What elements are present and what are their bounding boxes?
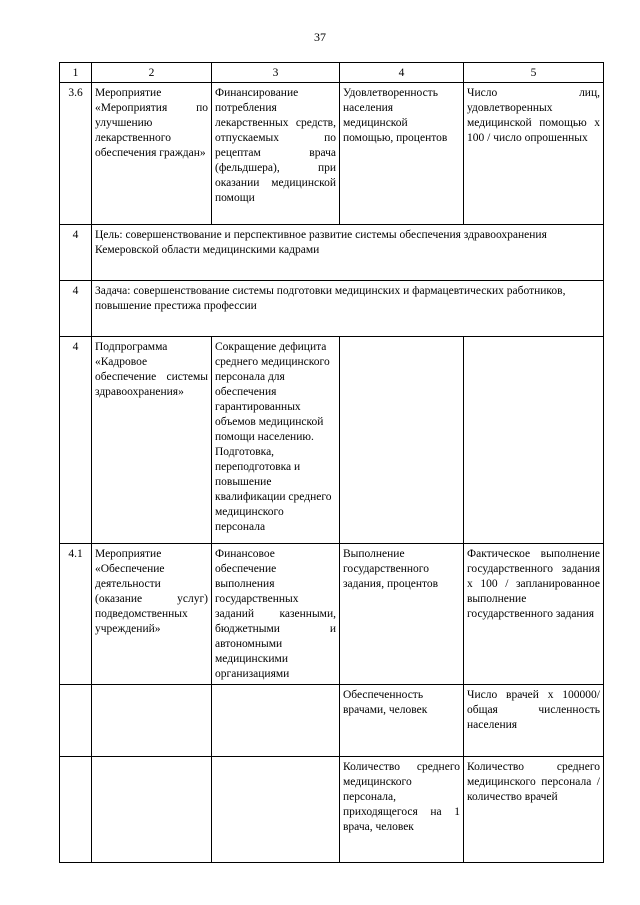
header-row [60, 63, 604, 83]
header-col-4: 4 [340, 63, 464, 83]
continued-cell [60, 757, 92, 863]
table-row-subprogram [60, 337, 604, 544]
measure-cell: Мероприятие «Мероприятия по улучшению лекарственного обеспечения граждан» [92, 83, 212, 225]
table-row-4-1-sub [60, 685, 604, 757]
row-number: 4.1 [60, 544, 92, 685]
continued-cell [92, 685, 212, 757]
header-col-2: 2 [92, 63, 212, 83]
row-number: 3.6 [60, 83, 92, 225]
continued-cell [212, 757, 340, 863]
formula-cell [464, 337, 604, 544]
formula-cell: Фактическое выполнение государственного задания х 100 / запланированное выполнение государственного задания [464, 544, 604, 685]
table-row-4-1-sub [60, 757, 604, 863]
indicator-cell: Выполнение государственного задания, процентов [340, 544, 464, 685]
content-cell: Финансирование потребления лекарственных средств, отпускаемых по рецептам врача (фельдшера), при оказании медицинской помощи [212, 83, 340, 225]
measure-cell: Мероприятие «Обеспечение деятельности (оказание услуг) подведомственных учреждений» [92, 544, 212, 685]
header-col-3: 3 [212, 63, 340, 83]
content-cell: Сокращение дефицита среднего медицинского персонала для обеспечения гарантированных объемов медицинской помощи населению. Подготовка, переподготовка и повышение квалификации среднего медицинского персонала [212, 337, 340, 544]
indicator-cell: Удовлетворенность населения медицинской помощью, процентов [340, 83, 464, 225]
formula-cell: Число врачей х 100000/ общая численность населения [464, 685, 604, 757]
table-row-3-6 [60, 83, 604, 225]
content-cell: Финансовое обеспечение выполнения государственных заданий казенными, бюджетными и автономными медицинскими организациями [212, 544, 340, 685]
continued-cell [212, 685, 340, 757]
row-number: 4 [60, 225, 92, 281]
indicator-cell [340, 337, 464, 544]
table-row-4-1 [60, 544, 604, 685]
measure-cell: Подпрограмма «Кадровое обеспечение системы здравоохранения» [92, 337, 212, 544]
goal-text: Цель: совершенствование и перспективное развитие системы обеспечения здравоохранения Кемеровской области медицинскими кадрами [92, 225, 604, 281]
continued-cell [60, 685, 92, 757]
continued-cell [92, 757, 212, 863]
formula-cell: Число лиц, удовлетворенных медицинской помощью х 100 / число опрошенных [464, 83, 604, 225]
formula-cell: Количество среднего медицинского персонала / количество врачей [464, 757, 604, 863]
table-row-goal [60, 225, 604, 281]
page-number: 37 [314, 30, 326, 44]
indicators-table [59, 62, 604, 863]
row-number: 4 [60, 281, 92, 337]
row-number: 4 [60, 337, 92, 544]
table-row-task [60, 281, 604, 337]
header-col-1: 1 [60, 63, 92, 83]
indicator-cell: Количество среднего медицинского персонала, приходящегося на 1 врача, человек [340, 757, 464, 863]
indicator-cell: Обеспеченность врачами, человек [340, 685, 464, 757]
header-col-5: 5 [464, 63, 604, 83]
task-text: Задача: совершенствование системы подготовки медицинских и фармацевтических работников, повышение престижа профессии [92, 281, 604, 337]
